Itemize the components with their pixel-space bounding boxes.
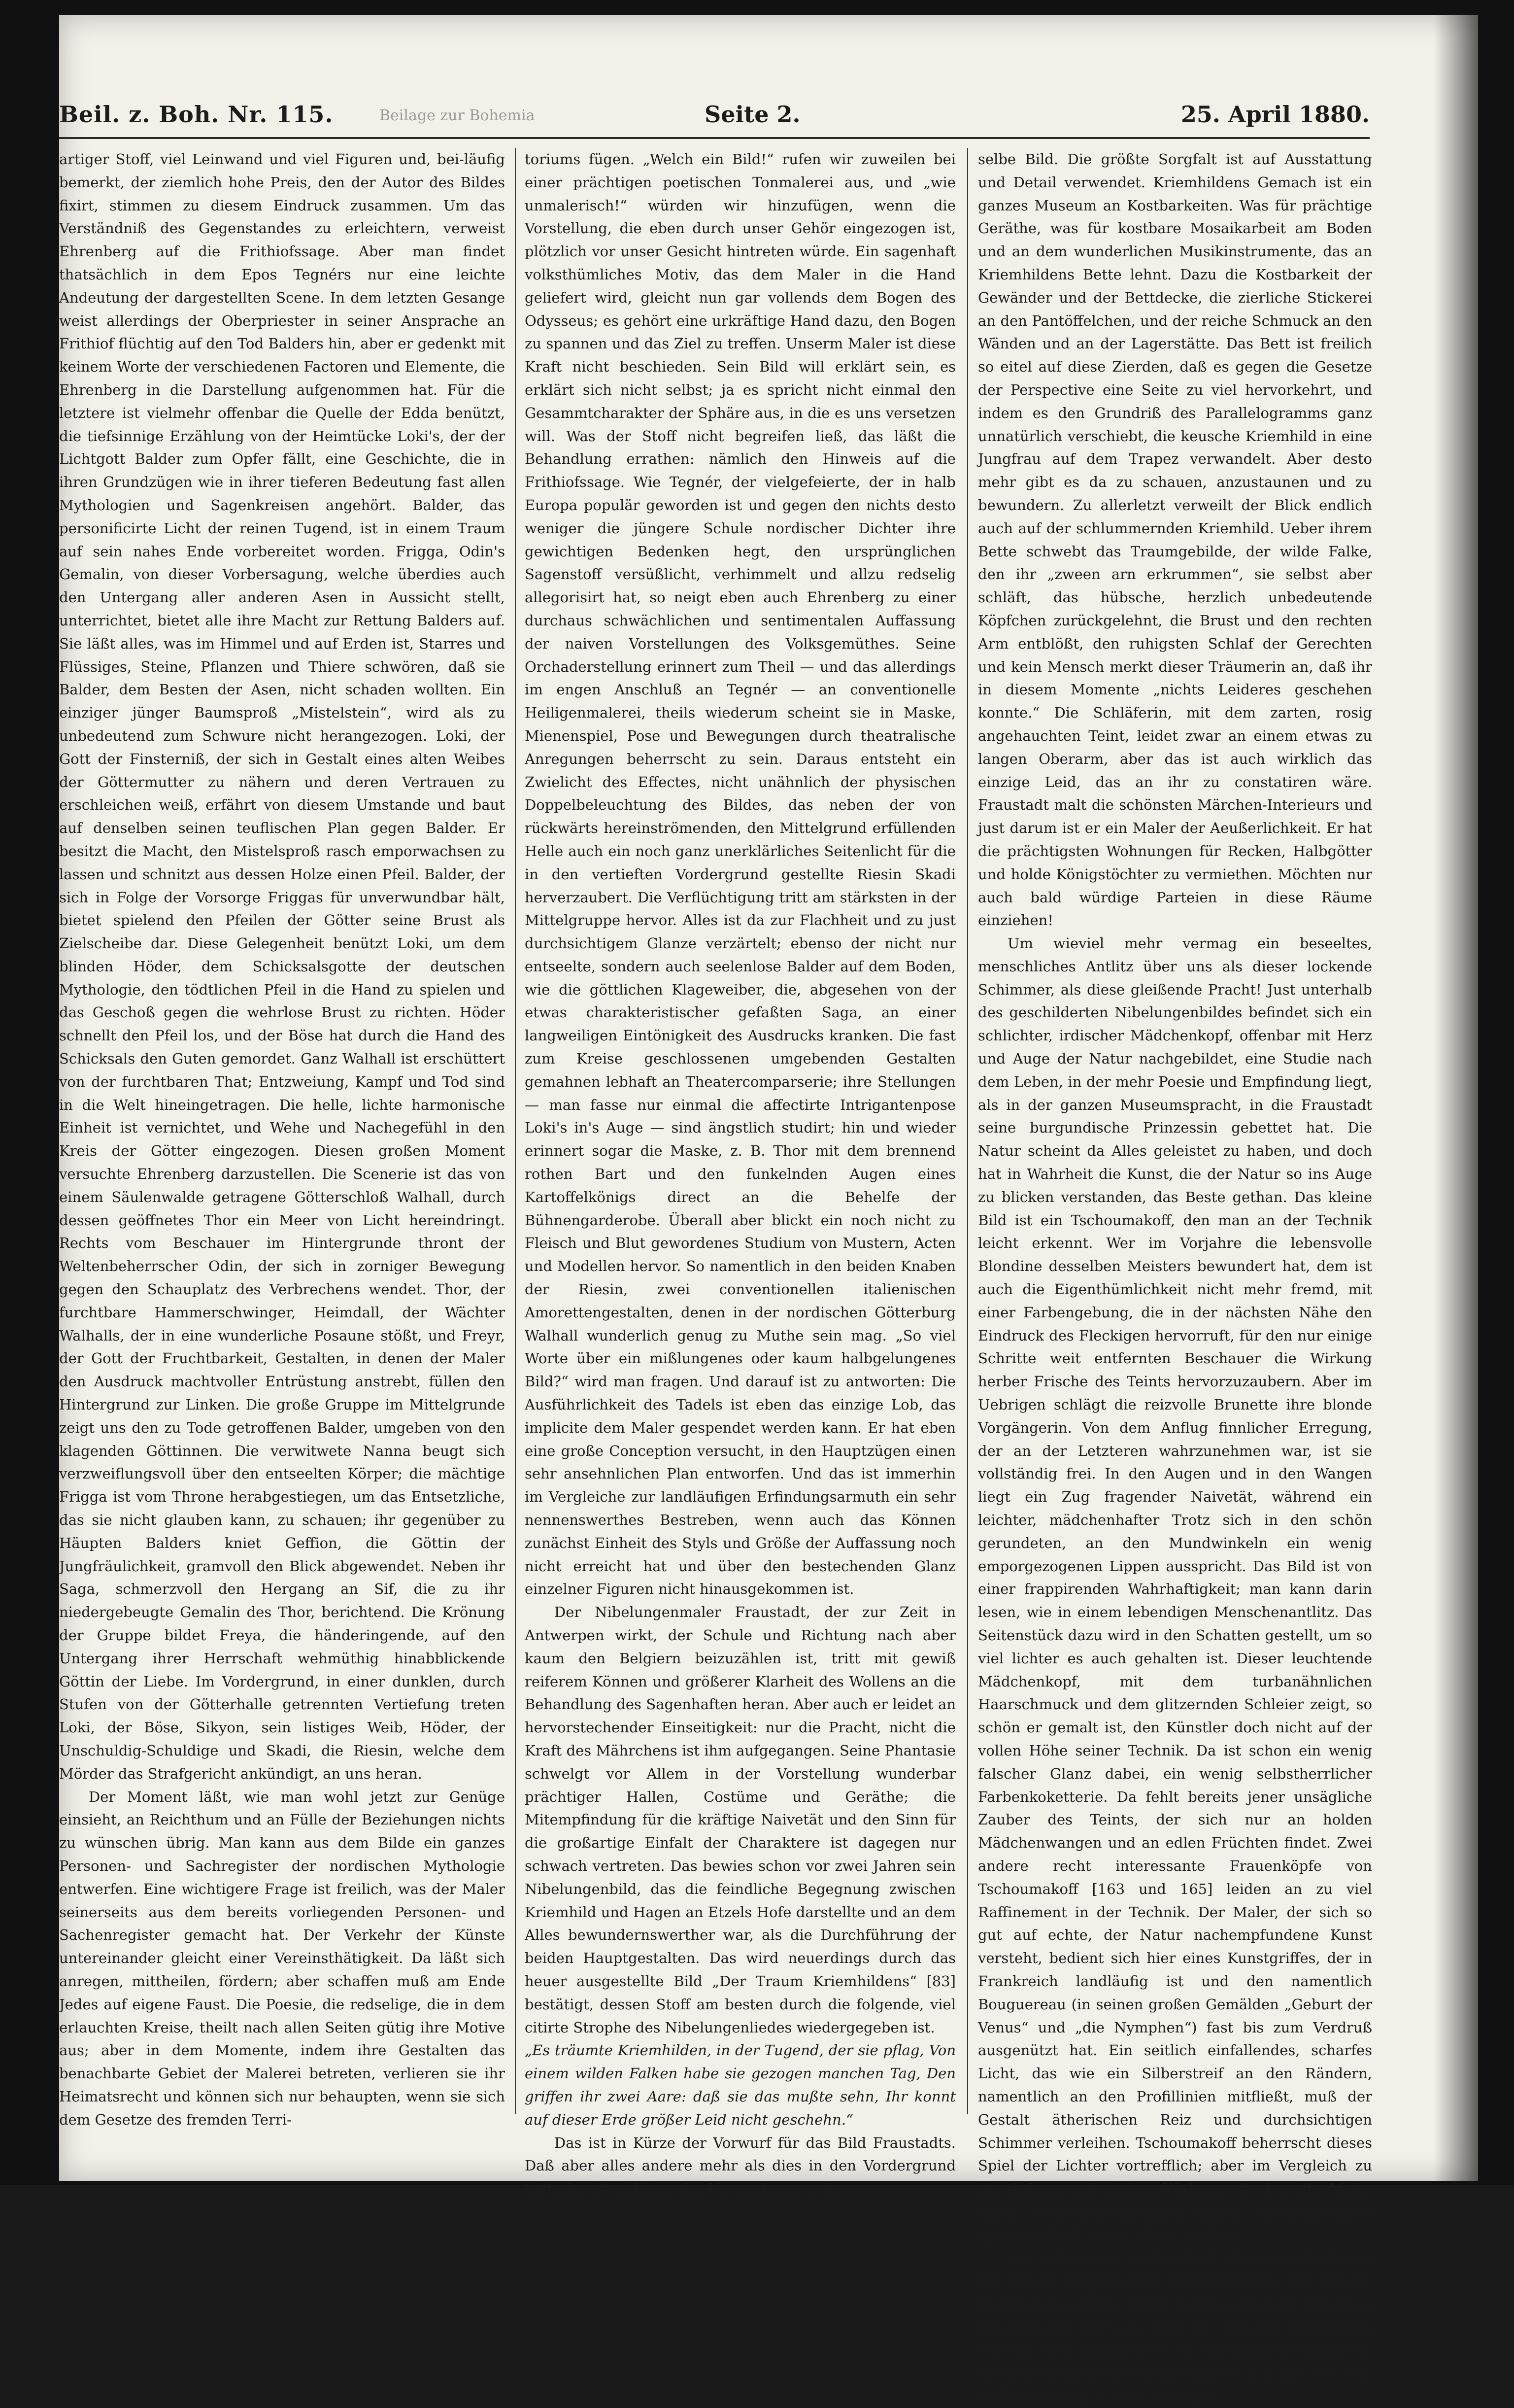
header-rule bbox=[59, 137, 1370, 139]
verse-quotation: „Es träumte Kriemhilden, in der Tugend, der sie pflag, Von einem wilden Falken habe sie gezogen manchen Tag, Den griffen ihr zwei Aare: daß sie das mußte sehn, Ihr konnt auf dieser Erde größer Leid nicht geschehn.“ bbox=[525, 2042, 956, 2128]
paragraph: Um wieviel mehr vermag ein beseeltes, menschliches Antlitz über uns als dieser lockende Schimmer, als diese gleißende Pracht! Just unterhalb des geschilderten Nibelungenbildes befindet sich ein schlichter, irdischer Mädchenkopf, offenbar mit Herz und Auge der Natur nachgebildet, eine Studie nach dem Leben, in der mehr Poesie und Empfindung liegt, als in der ganzen Museumspracht, in die Fraustadt seine burgundische Prinzessin gebettet hat. Die Natur scheint da Alles geleistet zu haben, und doch hat in Wahrheit die Kunst, die der Natur so ins Auge zu blicken verstanden, das Beste gethan. Das kleine Bild ist ein Tschoumakoff, den man an der Technik leicht erkennt. Wer im Vorjahre die lebensvolle Blondine desselben Meisters bewundert hat, dem ist auch die Eigenthümlichkeit nicht mehr fremd, mit einer Farbengebung, die in der nächsten Nähe den Eindruck des Fleckigen hervorruft, für den nur einige Schritte weit entfernten Beschauer die Wirkung herber Frische des Teints hervorzuzaubern. Aber im Uebrigen schlägt die reizvolle Brunette ihre blonde Vorgängerin. Von dem Anflug finnlicher Erregung, der an der Letzteren wahrzunehmen war, ist sie vollständig frei. In den Augen und in den Wangen liegt ein Zug fragender Naivetät, während ein leichter, mädchenhafter Trotz sich in den schön gerundeten, an den Mundwinkeln ein wenig emporgezogenen Lippen ausspricht. Das Bild ist von einer frappirenden Wahrhaftigkeit; man kann darin lesen, wie in einem lebendigen Menschenantlitz. Das Seitenstück dazu wird in den Schatten gestellt, um so viel lichter es auch gehalten ist. Dieser leuchtende Mädchenkopf, mit dem turbanähnlichen Haarschmuck und dem glitzernden Schleier zeigt, so schön er gemalt ist, den Künstler doch nicht auf der vollen Höhe seiner Technik. Da ist schon ein wenig falscher Glanz dabei, ein wenig selbstherrlicher Farbenkoketterie. Da fehlt bereits jener unsägliche Zauber des Teints, der sich nur an holden Mädchenwangen und an edlen Früchten findet. Zwei andere recht interessante Frauenköpfe von Tschoumakoff [163 und 165] leiden an zu viel Raffinement in der Technik. Der Maler, der sich so gut auf echte, der Natur nachempfundene Kunst versteht, bedient sich hier eines Kunstgriffes, der in Frankreich landläufig ist und den namentlich Bouguereau (in seinen großen Gemälden „Geburt der Venus“ und „die Nymphen“) fast bis zum Verdruß ausgenützt hat. Ein seitlich einfallendes, scharfes Licht, das wie ein Silberstreif an den Rändern, namentlich an den Profillinien mitfließt, muß der Gestalt ätherischen Reiz und durchsichtigen Schimmer verleihen. Tschoumakoff beherrscht dieses Spiel der Lichter vortrefflich; aber im Vergleich zu der tieferen und ruhigen Wirkung, die derselbe Maler durch seelischen Ausdruck erzielt, erscheint diese Spielerei doch nur eitel und nichtig. bbox=[978, 935, 1372, 2243]
column-divider bbox=[967, 148, 968, 2114]
page-edge-shadow bbox=[1434, 15, 1478, 2181]
column-divider bbox=[515, 148, 516, 2114]
text-column-1 bbox=[59, 148, 505, 2128]
header-page-number: Seite 2. bbox=[705, 101, 801, 128]
paragraph: Ein vollendeter Studienkopf, das zeigt der beste der heuer ausgestellten Tschoumakoffs, hat als ein durchempfundenes Stück Lebens zugleich den Reiz des Porträts für sich. Und ein wirklich vollendetes Porträt wirkt andererseits mit der ganzen liebevollen Durchgeistigung des Studienkopfes auf uns ein. Wir fühlen uns da gar nicht bewogen bbox=[978, 2249, 1372, 2405]
header-date: 25. April 1880. bbox=[1180, 101, 1370, 128]
paragraph: artiger Stoff, viel Leinwand und viel Figuren und, bei-läufig bemerkt, der ziemlich hohe Preis, den der Autor des Bildes fixirt, stimmen zu diesem Eindruck zusammen. Um das Verständniß des Gegenstandes zu erleichtern, verweist Ehrenberg auf die Frithiofssage. Aber man findet thatsächlich in dem Epos Tegnérs nur eine leichte Andeutung der dargestellten Scene. In dem letzten Gesange weist allerdings der Oberpriester in seiner Ansprache an Frithiof flüchtig auf den Tod Balders hin, aber er gedenkt mit keinem Worte der verschiedenen Factoren und Elemente, die Ehrenberg in die Darstellung aufgenommen hat. Für die letztere ist vielmehr offenbar die Quelle der Edda benützt, die tiefsinnige Erzählung von der Heimtücke Loki's, der der Lichtgott Balder zum Opfer fällt, eine Geschichte, die in ihren Grundzügen wie in ihrer tieferen Bedeutung fast allen Mythologien und Sagenkreisen angehört. Balder, das personificirte Licht der reinen Tugend, ist in einem Traum auf sein nahes Ende vorbereitet worden. Frigga, Odin's Gemalin, von dieser Vorbersagung, welche überdies auch den Untergang aller anderen Asen in Aussicht stellt, unterrichtet, bietet alle ihre Macht zur Rettung Balders auf. Sie läßt alles, was im Himmel und auf Erden ist, Starres und Flüssiges, Steine, Pflanzen und Thiere schwören, daß sie Balder, dem Besten der Asen, nicht schaden wollten. Ein einziger jünger Baumsproß „Mistelstein“, wird als zu unbedeutend zum Schwure nicht herangezogen. Loki, der Gott der Finsterniß, der sich in Gestalt eines alten Weibes der Göttermutter zu nähern und deren Vertrauen zu erschleichen weiß, erfährt von diesem Umstande und baut auf denselben seinen teuflischen Plan gegen Balder. Er besitzt die Macht, den Mistelsproß rasch emporwachsen zu lassen und schnitzt aus dessen Holze einen Pfeil. Balder, der sich in Folge der Vorsorge Friggas für unverwundbar hält, bietet spielend den Pfeilen der Götter seine Brust als Zielscheibe dar. Diese Gelegenheit benützt Loki, um dem blinden Höder, dem Schicksalsgotte der deutschen Mythologie, den tödtlichen Pfeil in die Hand zu spielen und das Geschoß gegen die wehrlose Brust zu richten. Höder schnellt den Pfeil los, und der Böse hat durch die Hand des Schicksals den Guten gemordet. Ganz Walhall ist erschüttert von der furchtbaren That; Entzweiung, Kampf und Tod sind in die Welt hineingetragen. Die helle, lichte harmonische Einheit ist vernichtet, und Wehe und Nachegefühl in den Kreis der Götter eingezogen. Diesen großen Moment versuchte Ehrenberg darzustellen. Die Scenerie ist das von einem Säulenwalde getragene Götterschloß Walhall, durch dessen geöffnetes Thor ein Meer von Licht hereindringt. Rechts vom Beschauer im Hintergrunde thront der Weltenbeherrscher Odin, der sich in zorniger Bewegung gegen den Schauplatz des Verbrechens wendet. Thor, der furchtbare Hammerschwinger, Heimdall, der Wächter Walhalls, der in eine wunderliche Posaune stößt, und Freyr, der Gott der Fruchtbarkeit, Gestalten, in denen der Maler den Ausdruck machtvoller Entrüstung anstrebt, füllen den Hintergrund zur Linken. Die große Gruppe im Mittelgrunde zeigt uns den zu Tode getroffenen Balder, umgeben von den klagenden Göttinnen. Die verwitwete Nanna beugt sich verzweiflungsvoll über den entseelten Körper; die mächtige Frigga ist vom Throne herabgestiegen, um das Entsetzliche, das sie nicht glauben kann, zu schauen; ihr gegenüber zu Häupten Balders kniet Geffion, die Göttin der Jungfräulichkeit, gramvoll den Blick abgewendet. Neben ihr Saga, schmerzvoll den Hergang an Sif, die zu ihr niedergebeugte Gemalin des Thor, berichtend. Die Krönung der Gruppe bildet Freya, die händeringende, auf den Untergang ihrer Herrschaft wehmüthig hinabblickende Göttin der Liebe. Im Vordergrund, in einer dunklen, durch Stufen von der Götterhalle getrennten Vertiefung treten Loki, der Böse, Sikyon, sein listiges Weib, Höder, der Unschuldig-Schuldige und Skadi, die Riesin, welche dem Mörder das Strafgericht ankündigt, an uns heran. bbox=[59, 151, 505, 1782]
paragraph: toriums fügen. „Welch ein Bild!“ rufen wir zuweilen bei einer prächtigen poetischen Tonmalerei aus, und „wie unmalerisch!“ würden wir hinzufügen, wenn die Vorstellung, die eben durch unser Gehör eingezogen ist, plötzlich vor unser Gesicht hintreten würde. Ein sagenhaft volksthümliches Motiv, das dem Maler in die Hand geliefert wird, gleicht nun gar vollends dem Bogen des Odysseus; es gehört eine urkräftige Hand dazu, den Bogen zu spannen und das Ziel zu treffen. Unserm Maler ist diese Kraft nicht beschieden. Sein Bild will erklärt sein, es erklärt sich nicht selbst; ja es spricht nicht einmal den Gesammtcharakter der Sphäre aus, in die es uns versetzen will. Was der Stoff nicht begreifen ließ, das läßt die Behandlung errathen: nämlich den Hinweis auf die Frithiofssage. Wie Tegnér, der vielgefeierte, der in halb Europa populär geworden ist und gegen den nichts desto weniger die jüngere Schule nordischer Dichter ihre gewichtigen Bedenken hegt, den ursprünglichen Sagenstoff versüßlicht, verhimmelt und allzu redselig allegorisirt hat, so neigt eben auch Ehrenberg zu einer durchaus schwächlichen und sentimentalen Auffassung der naiven Vorstellungen des Volksgemüthes. Seine Orchaderstellung erinnert zum Theil — und das allerdings im engen Anschluß an Tegnér — an conventionelle Heiligenmalerei, theils wiederum scheint sie in Maske, Mienenspiel, Pose und Bewegungen durch theatralische Anregungen beherrscht zu sein. Daraus entsteht ein Zwielicht des Effectes, nicht unähnlich der physischen Doppelbeleuchtung des Bildes, das neben der von rückwärts hereinströmenden, den Mittelgrund erfüllenden Helle auch ein noch ganz unerklärliches Seitenlicht für die in den vertieften Vordergrund gestellte Riesin Skadi herverzaubert. Die Verflüchtigung tritt am stärksten in der Mittelgruppe hervor. Alles ist da zur Flachheit und zu just durchsichtigem Glanze verzärtelt; ebenso der nicht nur entseelte, sondern auch seelenlose Balder auf dem Boden, wie die göttlichen Klageweiber, die, abgesehen von der etwas charakteristischer gefaßten Saga, an einer langweiligen Eintönigkeit des Ausdrucks kranken. Die fast zum Kreise geschlossenen umgebenden Gestalten gemahnen lebhaft an Theatercomparserie; ihre Stellungen — man fasse nur einmal die affectirte Intrigantenpose Loki's in's Auge — sind ängstlich studirt; hin und wieder erinnert sogar die Maske, z. B. Thor mit dem brennend rothen Bart und den funkelnden Augen eines Kartoffelkönigs direct an die Behelfe der Bühnengarderobe. Überall aber blickt ein noch nicht zu Fleisch und Blut gewordenes Studium von Mustern, Acten und Modellen hervor. So namentlich in den beiden Knaben der Riesin, zwei conventionellen italienischen Amorettengestalten, denen in der nordischen Götterburg Walhall wunderlich genug zu Muthe sein mag. „So viel Worte über ein mißlungenes oder kaum halbgelungenes Bild?“ wird man fragen. Und darauf ist zu antworten: Die Ausführlichkeit des Tadels ist eben das einzige Lob, das implicite dem Maler gespendet werden kann. Er hat eben eine große Conception versucht, in den Hauptzügen einen sehr ansehnlichen Plan entworfen. Und das ist immerhin im Vergleiche zur landläufigen Erfindungsarmuth ein sehr nennenswerthes Bestreben, wenn auch das Können zunächst Einheit des Styls und Größe der Auffassung noch nicht erreicht hat und über den bestechenden Glanz einzelner Figuren nicht hinausgekommen ist. bbox=[525, 151, 956, 1598]
paragraph: Das ist in Kürze der Vorwurf für das Bild Fraustadts. Daß aber alles andere mehr als dies in den Vordergrund tritt, das ist in Kürze der Vorwurf gegen das bbox=[525, 2134, 956, 2198]
header-bleedthrough: Beilage zur Bohemia bbox=[379, 107, 535, 124]
text-column-3 bbox=[978, 148, 1372, 2405]
page-header bbox=[59, 101, 1370, 136]
paragraph: selbe Bild. Die größte Sorgfalt ist auf Ausstattung und Detail verwendet. Kriemhildens Gemach ist ein ganzes Museum an Kostbarkeiten. Was für prächtige Geräthe, was für kostbare Mosaikarbeit am Boden und an dem wunderlichen Musikinstrumente, das an Kriemhildens Bette lehnt. Dazu die Kostbarkeit der Gewänder und der Bettdecke, die zierliche Stickerei an den Pantöffelchen, und der reiche Schmuck an den Wänden und an der Lagerstätte. Das Bett ist freilich so eitel auf diese Zierden, daß es gegen die Gesetze der Perspective eine Seite zu viel hervorkehrt, und indem es den Grundriß des Parallelogramms ganz unnatürlich verschiebt, die keusche Kriemhild in eine Jungfrau auf dem Trapez verwandelt. Aber desto mehr gibt es da zu schauen, anzustaunen und zu bewundern. Zu allerletzt verweilt der Blick endlich auch auf der schlummernden Kriemhild. Ueber ihrem Bette schwebt das Traumgebilde, der wilde Falke, den ihr „zween arn erkrummen“, sie selbst aber schläft, das hübsche, herzlich unbedeutende Köpfchen zurückgelehnt, die Brust und den rechten Arm entblößt, den ruhigsten Schlaf der Gerechten und kein Mensch merkt dieser Träumerin an, daß ihr in diesem Momente „nichts Leideres geschehen konnte.“ Die Schläferin, mit dem zarten, rosig angehauchten Teint, leidet zwar an einem etwas zu langen Oberarm, aber das ist auch wirklich das einzige Leid, das an ihr zu constatiren wäre. Fraustadt malt die schönsten Märchen-Interieurs und just darum ist er ein Maler der Aeußerlichkeit. Er hat die prächtigsten Wohnungen für Recken, Halbgötter und holde Königstöchter zu vermiethen. Möchten nur auch bald würdige Parteien in diese Räume einziehen! bbox=[978, 151, 1372, 929]
text-column-2 bbox=[525, 148, 956, 2198]
header-issue: Beil. z. Boh. Nr. 115. bbox=[59, 101, 334, 128]
paragraph: Der Nibelungenmaler Fraustadt, der zur Zeit in Antwerpen wirkt, der Schule und Richtung nach aber kaum den Belgiern beizuzählen ist, tritt mit gewiß reiferem Können und größerer Klarheit des Wollens an die Behandlung des Sagenhaften heran. Aber auch er leidet an hervorstechender Einseitigkeit: nur die Pracht, nicht die Kraft des Mährchens ist ihm aufgegangen. Seine Phantasie schwelgt vor Allem in der Vorstellung wunderbar prächtiger Hallen, Costüme und Geräthe; die Mitempfindung für die kräftige Naivetät und den Sinn für die großartige Einfalt der Charaktere ist dagegen nur schwach vertreten. Das bewies schon vor zwei Jahren sein Nibelungenbild, das die feindliche Begegnung zwischen Kriemhild und Hagen an Etzels Hofe darstellte und an dem Alles bewundernswerther war, als die Durchführung der beiden Hauptgestalten. Das wird neuerdings durch das heuer ausgestellte Bild „Der Traum Kriemhildens“ [83] bestätigt, dessen Stoff am besten durch die folgende, viel citirte Strophe des Nibelungenliedes wiedergegeben ist. bbox=[525, 1604, 956, 2036]
paragraph: Der Moment läßt, wie man wohl jetzt zur Genüge einsieht, an Reichthum und an Fülle der Beziehungen nichts zu wünschen übrig. Man kann aus dem Bilde ein ganzes Personen- und Sachregister der nordischen Mythologie entwerfen. Eine wichtigere Frage ist freilich, was der Maler seinerseits aus dem bereits vorliegenden Personen- und Sachenregister gemacht hat. Der Verkehr der Künste untereinander gleicht einer Vereinsthätigkeit. Da läßt sich anregen, mittheilen, fördern; aber schaffen muß am Ende Jedes auf eigene Faust. Die Poesie, die redselige, die in dem erlauchten Kreise, theilt nach allen Seiten gütig ihre Motive aus; aber in dem Momente, indem ihre Gestalten das benachbarte Gebiet der Malerei betreten, verlieren sie ihr Heimatsrecht und können sich nur behaupten, wenn sie sich dem Gesetze des fremden Terri- bbox=[59, 1788, 505, 2128]
